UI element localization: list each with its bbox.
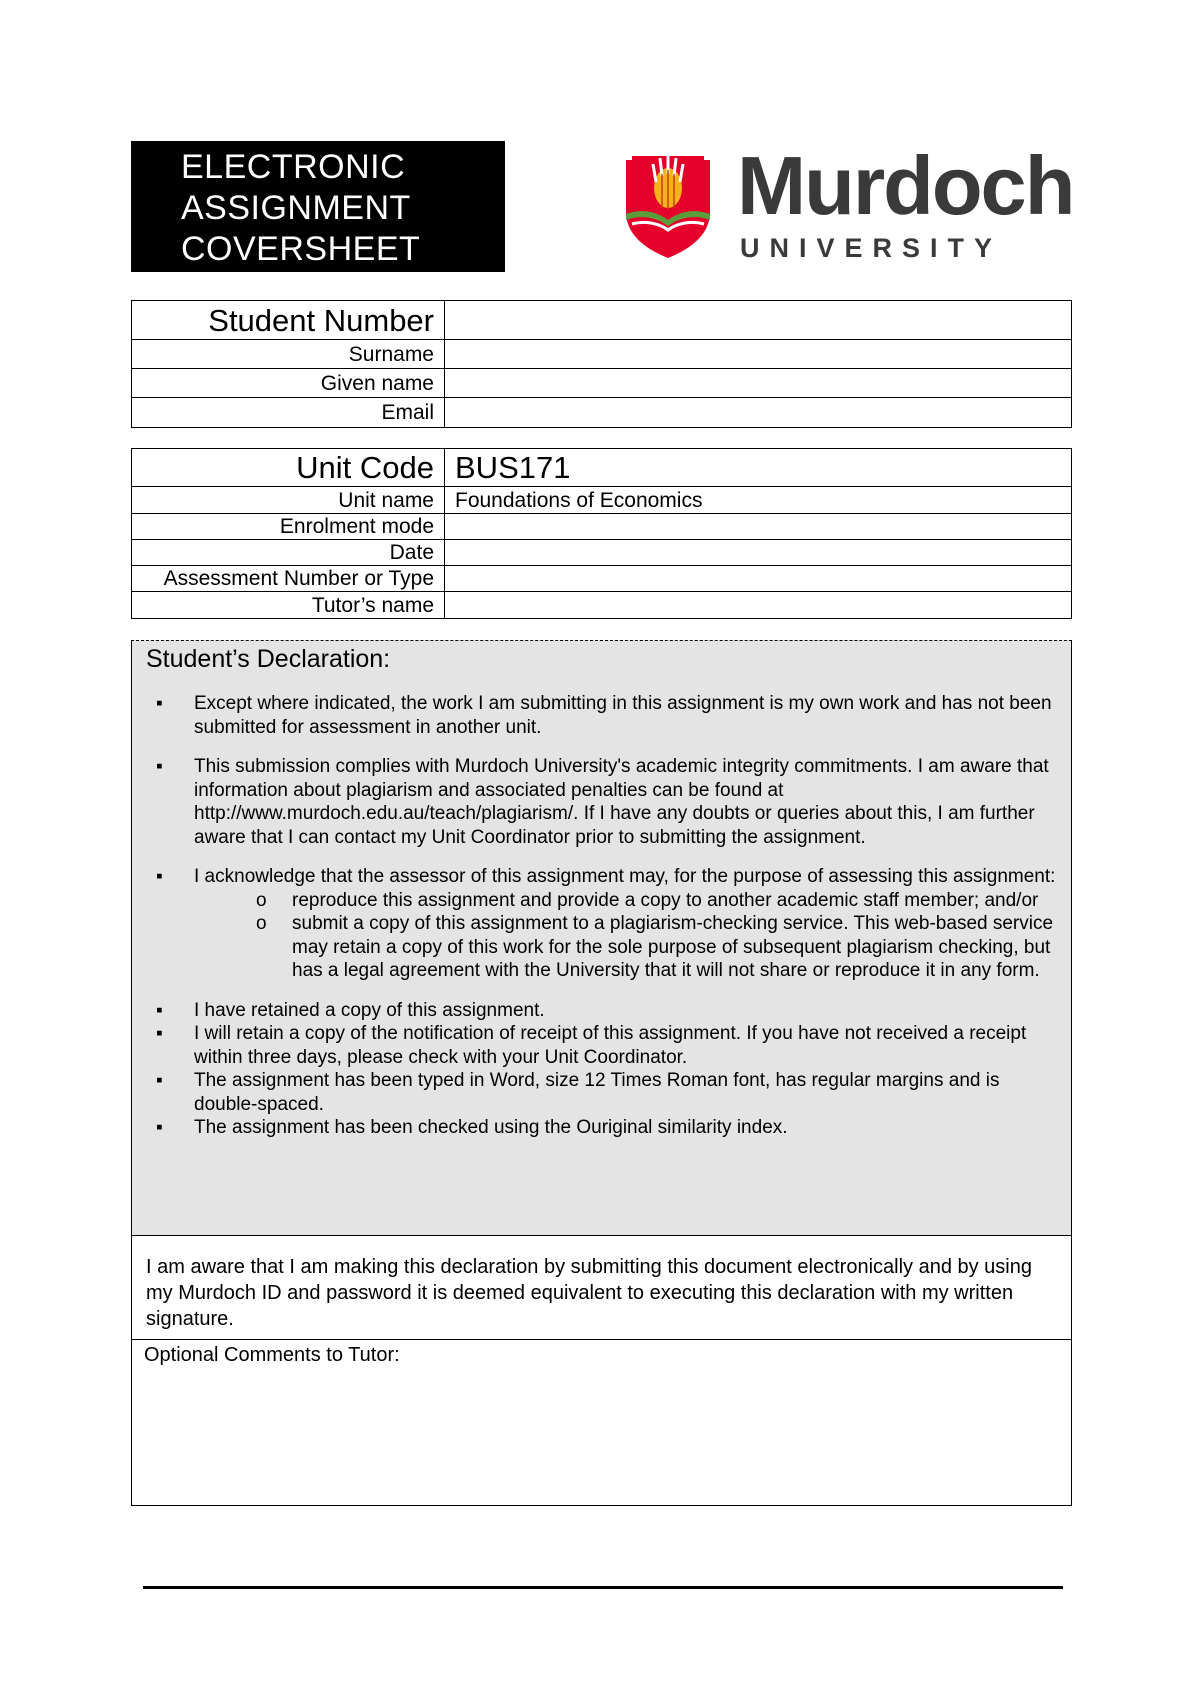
title-line-3: COVERSHEET bbox=[181, 230, 421, 268]
student-number-row bbox=[132, 301, 1072, 340]
bullet-icon: ▪ bbox=[156, 866, 163, 887]
enrolment-mode-label: Enrolment mode bbox=[132, 514, 445, 540]
surname-row bbox=[132, 340, 1072, 369]
unit-name-label: Unit name bbox=[132, 487, 445, 514]
title-line-1: ELECTRONIC bbox=[181, 148, 406, 186]
declaration-text: I acknowledge that the assessor of this assignment may, for the purpose of assessing this assignment: bbox=[194, 866, 1056, 887]
tutor-name-row bbox=[132, 592, 1072, 619]
footer-divider bbox=[143, 1586, 1063, 1589]
given-name-label: Given name bbox=[132, 369, 445, 398]
unit-name-row bbox=[132, 487, 1072, 514]
electronic-signature-statement: I am aware that I am making this declaration by submitting this document electronically and by using my Murdoch ID and password it is deemed equivalent to executing this declaration with my written signature. bbox=[131, 1236, 1072, 1340]
assessment-label: Assessment Number or Type bbox=[132, 566, 445, 592]
declaration-text: This submission complies with Murdoch University's academic integrity commitments. I am aware that information about plagiarism and associated penalties can be found at http://www.murdoch.edu.au/teach/plagiarism/. If I have any doubts or queries about this, I am further aware that I can contact my Unit Coordinator prior to submitting the assignment. bbox=[194, 756, 1049, 848]
date-row bbox=[132, 540, 1072, 566]
declaration-item bbox=[146, 1116, 1057, 1140]
enrolment-mode-row bbox=[132, 514, 1072, 540]
bullet-icon: ▪ bbox=[156, 1023, 163, 1044]
surname-label: Surname bbox=[132, 340, 445, 369]
assessment-row bbox=[132, 566, 1072, 592]
declaration-text: Except where indicated, the work I am submitting in this assignment is my own work and has not been submitted for assessment in another unit. bbox=[194, 693, 1052, 738]
declaration-item bbox=[146, 1069, 1057, 1116]
date-field[interactable] bbox=[445, 540, 1072, 566]
murdoch-crest-icon bbox=[622, 152, 714, 260]
declaration-item bbox=[146, 865, 1057, 889]
logo-wordmark: Murdoch bbox=[737, 139, 1074, 232]
given-name-row bbox=[132, 369, 1072, 398]
bullet-icon: ▪ bbox=[156, 693, 163, 714]
student-details-table bbox=[131, 300, 1072, 428]
bullet-icon: ▪ bbox=[156, 1117, 163, 1138]
tutor-comments-box[interactable] bbox=[131, 1339, 1072, 1506]
assessment-field[interactable] bbox=[445, 566, 1072, 592]
unit-code-field[interactable]: BUS171 bbox=[445, 449, 1072, 487]
email-row bbox=[132, 398, 1072, 428]
unit-code-label: Unit Code bbox=[132, 449, 445, 487]
declaration-item bbox=[146, 692, 1057, 739]
declaration-title: Student’s Declaration: bbox=[146, 645, 391, 673]
declaration-text: I will retain a copy of the notification of receipt of this assignment. If you have not received a receipt within three days, please check with your Unit Coordinator. bbox=[194, 1023, 1027, 1068]
bullet-icon: ▪ bbox=[156, 1070, 163, 1091]
murdoch-logo bbox=[622, 139, 1074, 264]
declaration-text: The assignment has been checked using the Ouriginal similarity index. bbox=[194, 1117, 788, 1138]
declaration-list bbox=[146, 692, 1057, 1140]
unit-name-field[interactable]: Foundations of Economics bbox=[445, 487, 1072, 514]
logo-subtitle: UNIVERSITY bbox=[740, 233, 1003, 263]
bullet-icon: ▪ bbox=[156, 756, 163, 777]
tutor-comments-label: Optional Comments to Tutor: bbox=[144, 1344, 400, 1366]
email-label: Email bbox=[132, 398, 445, 428]
date-label: Date bbox=[132, 540, 445, 566]
declaration-item bbox=[146, 755, 1057, 849]
declaration-text: The assignment has been typed in Word, size 12 Times Roman font, has regular margins and is double-spaced. bbox=[194, 1070, 1000, 1115]
bullet-icon: ▪ bbox=[156, 999, 163, 1021]
given-name-field[interactable] bbox=[445, 369, 1072, 398]
surname-field[interactable] bbox=[445, 340, 1072, 369]
declaration-text: I have retained a copy of this assignment. bbox=[194, 999, 545, 1021]
declaration-sub-item bbox=[146, 912, 1057, 983]
enrolment-mode-field[interactable] bbox=[445, 514, 1072, 540]
declaration-sub-text: submit a copy of this assignment to a plagiarism-checking service. This web-based service may retain a copy of this work for the sole purpose of subsequent plagiarism checking, but has a legal agreement with the University that it will not share or reproduce it in any form. bbox=[292, 913, 1054, 981]
circle-bullet-icon: o bbox=[256, 913, 267, 934]
unit-code-row bbox=[132, 449, 1072, 487]
declaration-item bbox=[146, 999, 1057, 1023]
student-number-label: Student Number bbox=[132, 301, 445, 340]
declaration-item bbox=[146, 1022, 1057, 1069]
email-field[interactable] bbox=[445, 398, 1072, 428]
coversheet-title bbox=[131, 141, 505, 272]
declaration-sub-text: reproduce this assignment and provide a copy to another academic staff member; and/or bbox=[292, 889, 1039, 911]
circle-bullet-icon: o bbox=[256, 889, 267, 911]
student-number-field[interactable] bbox=[445, 301, 1072, 340]
tutor-name-field[interactable] bbox=[445, 592, 1072, 619]
title-line-2: ASSIGNMENT bbox=[181, 189, 411, 227]
tutor-name-label: Tutor’s name bbox=[132, 592, 445, 619]
declaration-sub-item bbox=[146, 889, 1057, 913]
student-declaration bbox=[131, 640, 1072, 1236]
unit-details-table bbox=[131, 448, 1072, 619]
